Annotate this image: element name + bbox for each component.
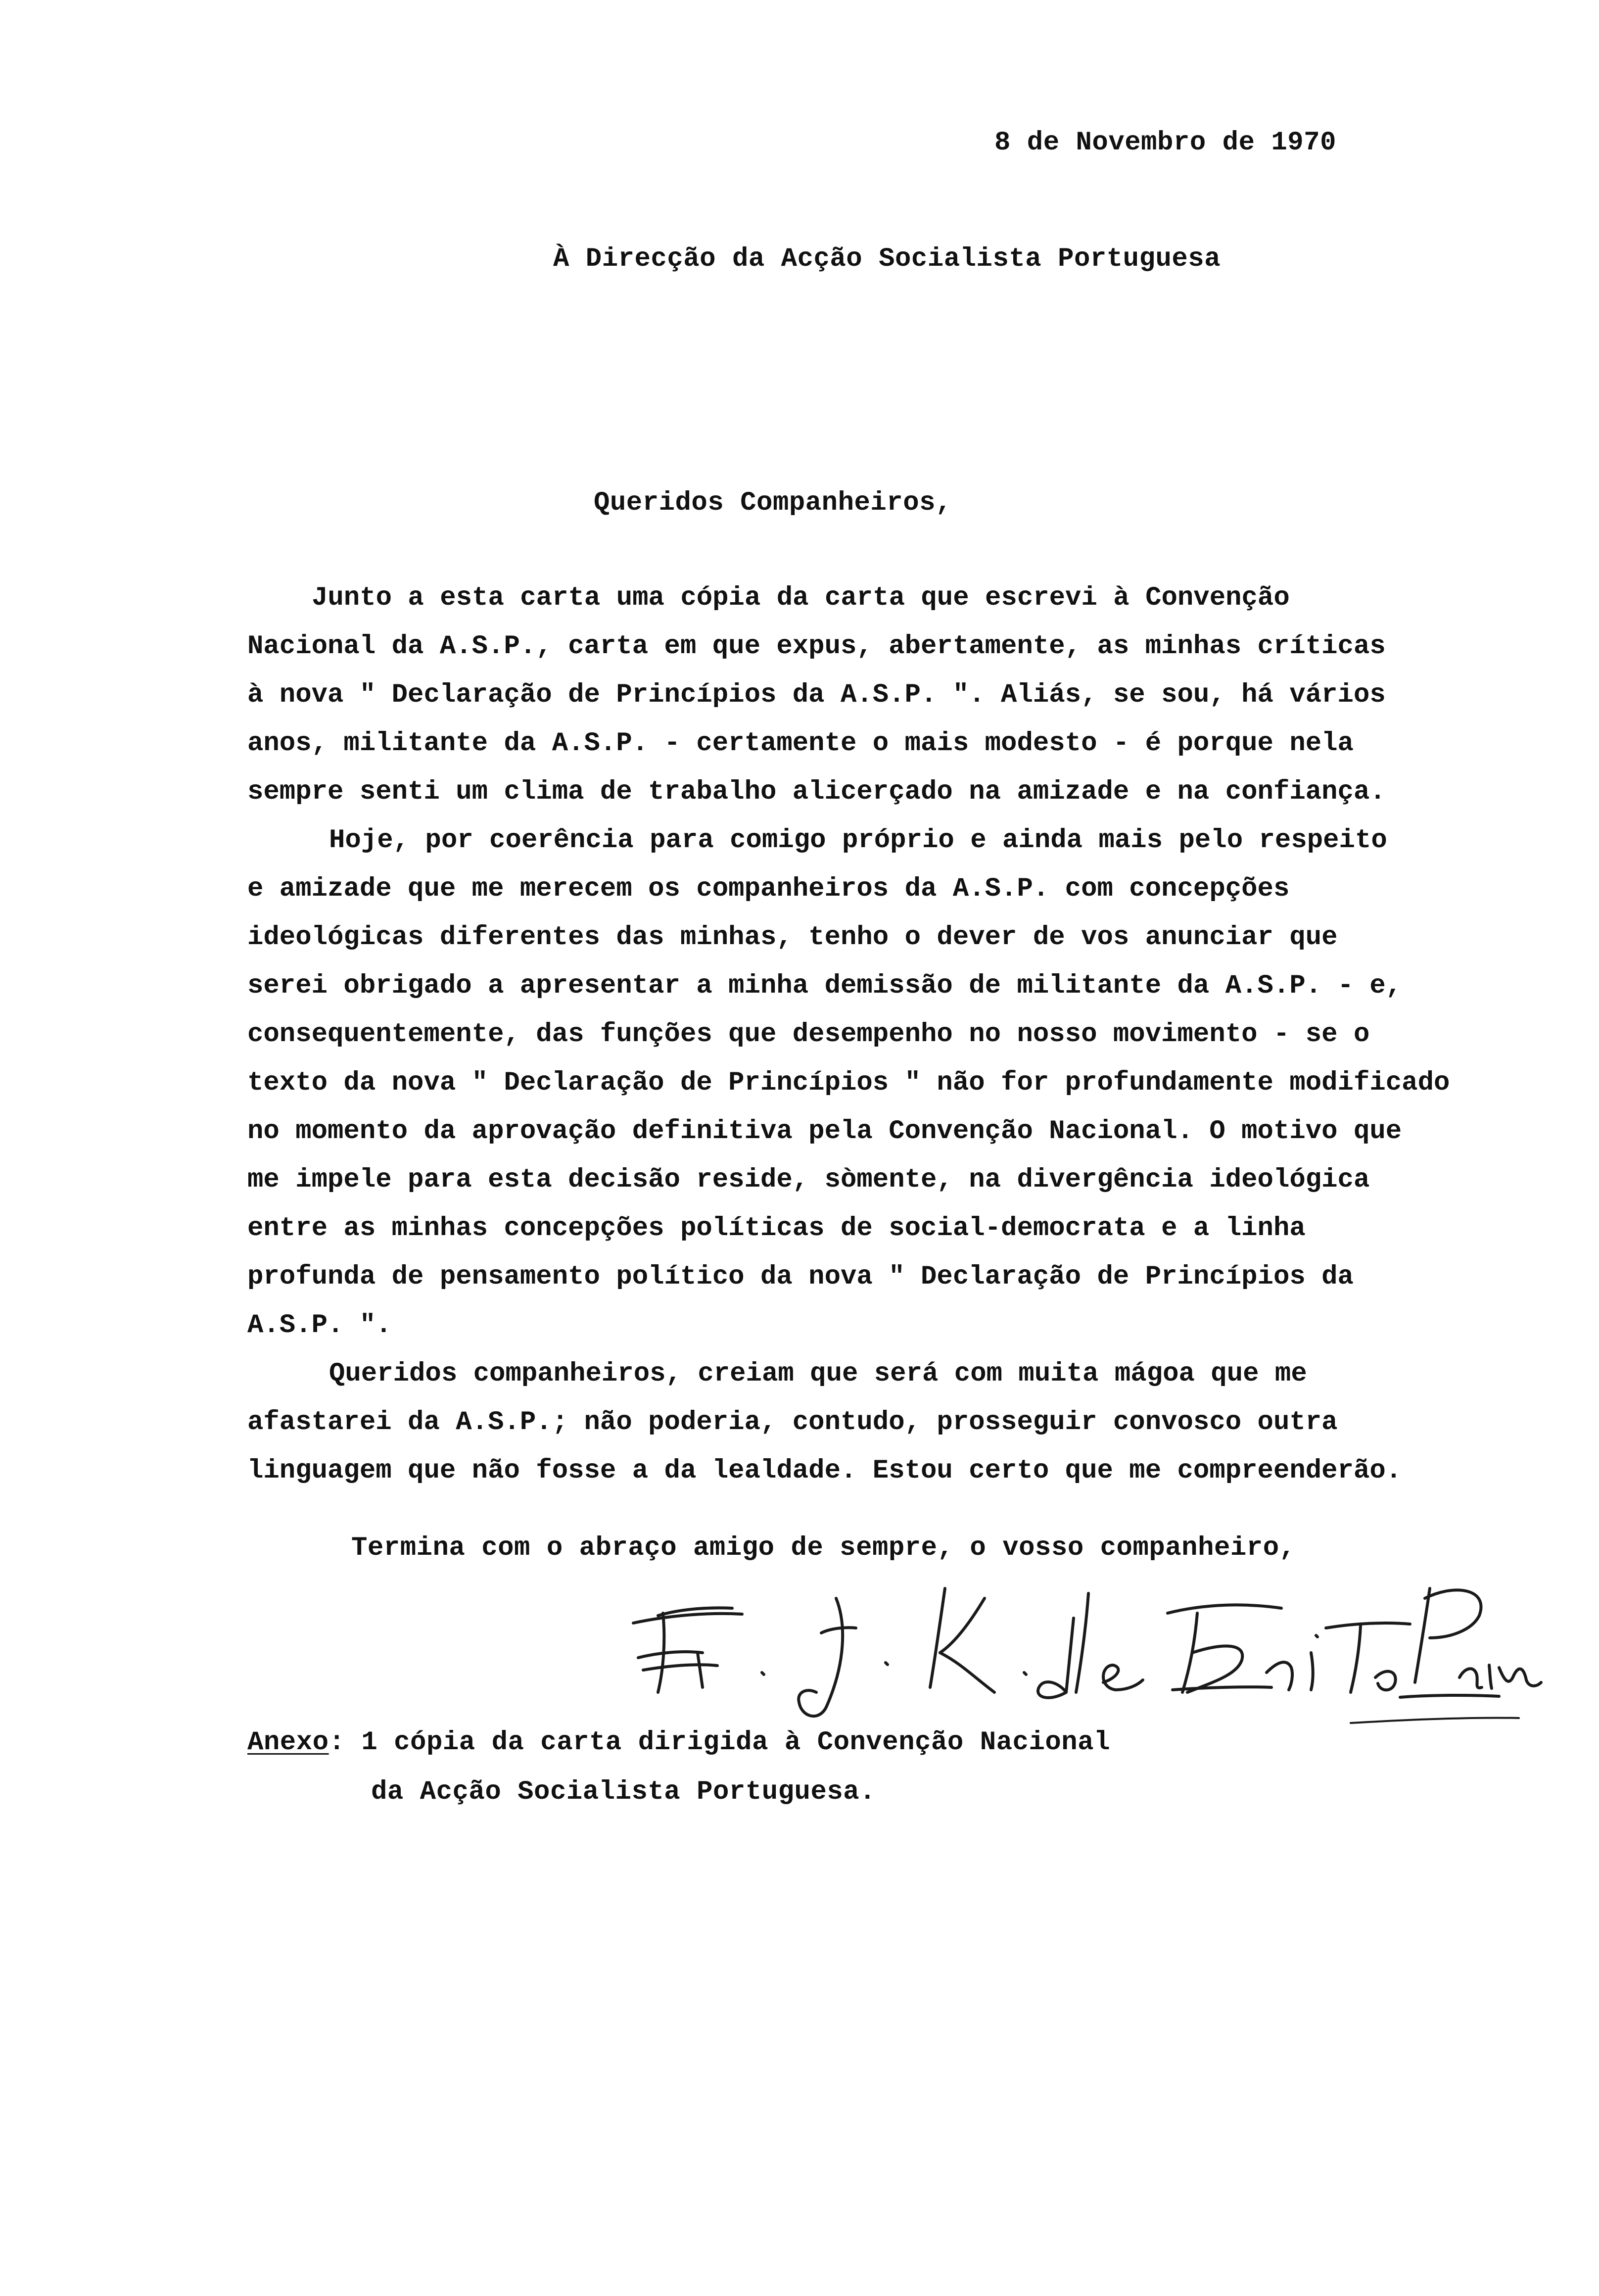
paragraph-line: Queridos companheiros, creiam que será com muita mágoa que me	[329, 1359, 1307, 1389]
paragraph-line: serei obrigado a apresentar a minha demissão de militante da A.S.P. - e,	[247, 971, 1402, 1001]
paragraph-line: afastarei da A.S.P.; não poderia, contudo, prosseguir convosco outra	[247, 1407, 1338, 1437]
paragraph-line: à nova " Declaração de Princípios da A.S.P. ". Aliás, se sou, há vários	[247, 680, 1386, 710]
paragraph-line: consequentemente, das funções que desempenho no nosso movimento - se o	[247, 1019, 1370, 1050]
paragraph-line: A.S.P. ".	[247, 1310, 392, 1340]
paragraph-line: Hoje, por coerência para comigo próprio e ainda mais pelo respeito	[329, 825, 1387, 856]
letter-addressee: À Direcção da Acção Socialista Portuguesa	[553, 244, 1221, 274]
paragraph-line: ideológicas diferentes das minhas, tenho o dever de vos anunciar que	[247, 922, 1338, 953]
paragraph-line: entre as minhas concepções políticas de social-democrata e a linha	[247, 1213, 1306, 1244]
paragraph-line: profunda de pensamento político da nova " Declaração de Princípios da	[247, 1262, 1354, 1292]
letter-salutation: Queridos Companheiros,	[594, 488, 952, 518]
paragraph-line: me impele para esta decisão reside, sòmente, na divergência ideológica	[247, 1165, 1370, 1195]
annex-line-2: da Acção Socialista Portuguesa.	[371, 1777, 876, 1807]
handwritten-signature	[628, 1569, 1544, 1732]
paragraph-line: Nacional da A.S.P., carta em que expus, abertamente, as minhas críticas	[247, 631, 1386, 662]
paragraph-line: linguagem que não fosse a da lealdade. Estou certo que me compreenderão.	[247, 1456, 1402, 1486]
letter-date: 8 de Novembro de 1970	[994, 128, 1337, 158]
paragraph-line: e amizade que me merecem os companheiros da A.S.P. com concepções	[247, 874, 1290, 904]
paragraph-line: anos, militante da A.S.P. - certamente o mais modesto - é porque nela	[247, 728, 1354, 759]
paragraph-line: no momento da aprovação definitiva pela Convenção Nacional. O motivo que	[247, 1116, 1402, 1147]
letter-closing: Termina com o abraço amigo de sempre, o vosso companheiro,	[351, 1533, 1296, 1563]
paragraph-line: texto da nova " Declaração de Princípios " não for profundamente modificado	[247, 1068, 1450, 1098]
annex-label: Anexo	[247, 1727, 329, 1758]
paragraph-line: Junto a esta carta uma cópia da carta que escrevi à Convenção	[312, 583, 1290, 613]
annex-text-1: : 1 cópia da carta dirigida à Convenção Nacional	[329, 1727, 1110, 1758]
annex-line-1	[247, 1729, 1110, 1756]
paragraph-line: sempre senti um clima de trabalho alicerçado na amizade e na confiança.	[247, 777, 1386, 807]
